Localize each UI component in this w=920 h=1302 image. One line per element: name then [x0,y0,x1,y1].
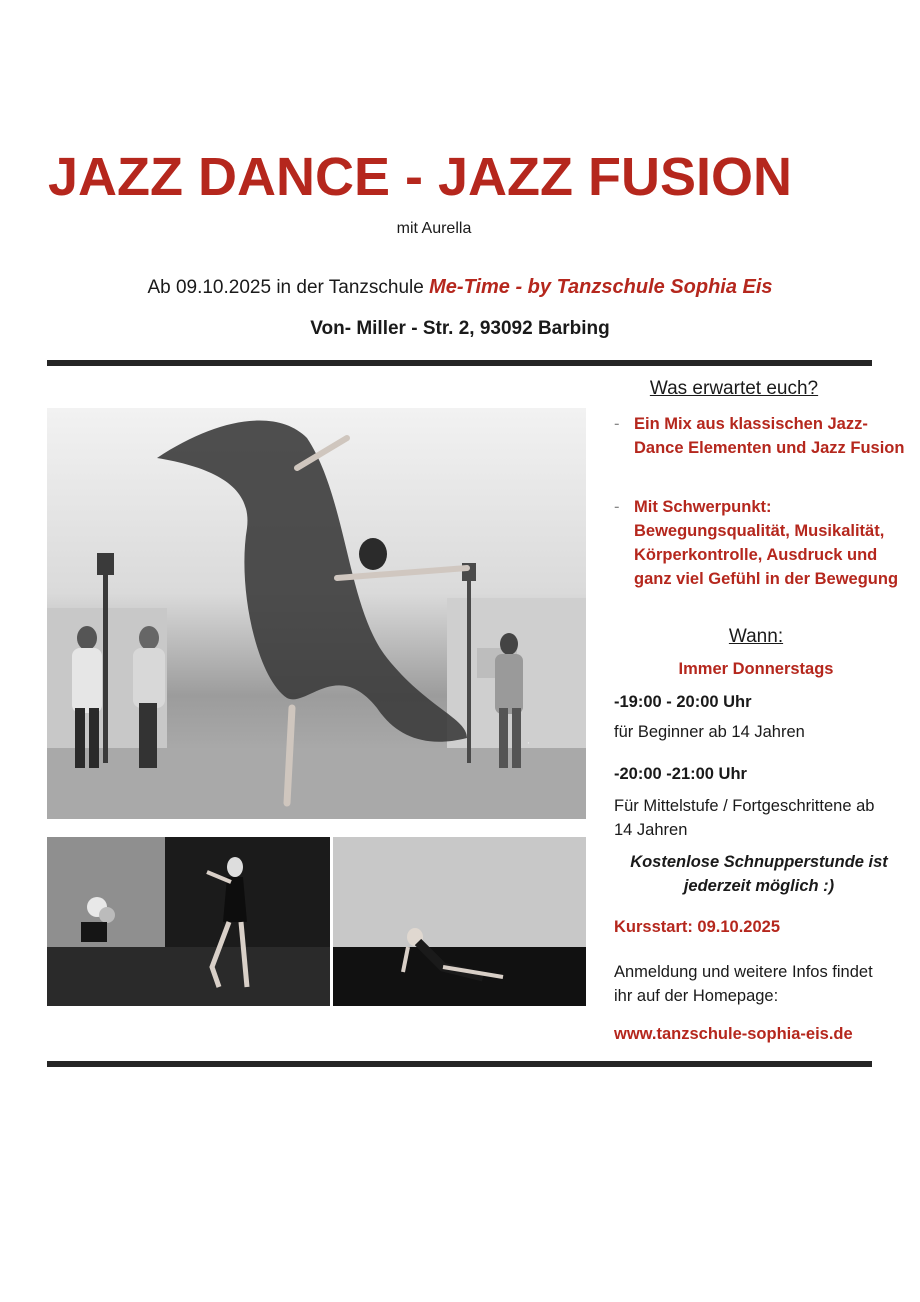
when-heading: Wann: [728,626,784,647]
subtitle: mit Aurella [396,220,472,237]
time-slot-1-audience: für Beginner ab 14 Jahren [614,723,805,741]
expect-heading: Was erwartet euch? [649,378,819,399]
top-divider [47,360,872,366]
intro-prefix: Ab 09.10.2025 in der Tanzschule [147,277,430,298]
signup-info: Anmeldung und weitere Infos findet ihr auf der Homepage: [614,963,873,1005]
website-link[interactable]: www.tanzschule-sophia-eis.de [614,1025,853,1043]
list-item [614,412,904,484]
list-item [614,495,904,615]
trial-lesson-note: Kostenlose Schnupperstunde ist jederzeit möglich :) [630,853,888,895]
weekday: Immer Donnerstags [678,660,834,678]
main-dancer-photo [47,408,586,819]
bullet-marker: - [614,498,620,516]
bottom-divider [47,1061,872,1067]
time-slot-2-audience: Für Mittelstufe / Fortgeschrittene ab 14 Jahren [614,797,875,839]
time-slot-2: -20:00 -21:00 Uhr [614,765,747,783]
svg-text:·: · [527,739,530,749]
stage-dancer-photo-1 [47,837,330,1006]
bullet-text: Mit Schwerpunkt: Bewegungsqualität, Musikalität, Körperkontrolle, Ausdruck und ganz viel Gefühl in der Bewegung [634,498,899,588]
intro-line [0,276,920,299]
address: Von- Miller - Str. 2, 93092 Barbing [310,318,610,339]
stage-dancer-photo-2 [333,837,586,1006]
page-title: JAZZ DANCE - JAZZ FUSION [48,147,793,207]
bullet-marker: - [614,415,620,433]
school-name: Me-Time - by Tanzschule Sophia Eis [429,276,773,298]
course-start: Kursstart: 09.10.2025 [614,918,781,936]
time-slot-1: -19:00 - 20:00 Uhr [614,693,752,711]
bullet-text: Ein Mix aus klassischen Jazz-Dance Elementen und Jazz Fusion [634,415,905,457]
